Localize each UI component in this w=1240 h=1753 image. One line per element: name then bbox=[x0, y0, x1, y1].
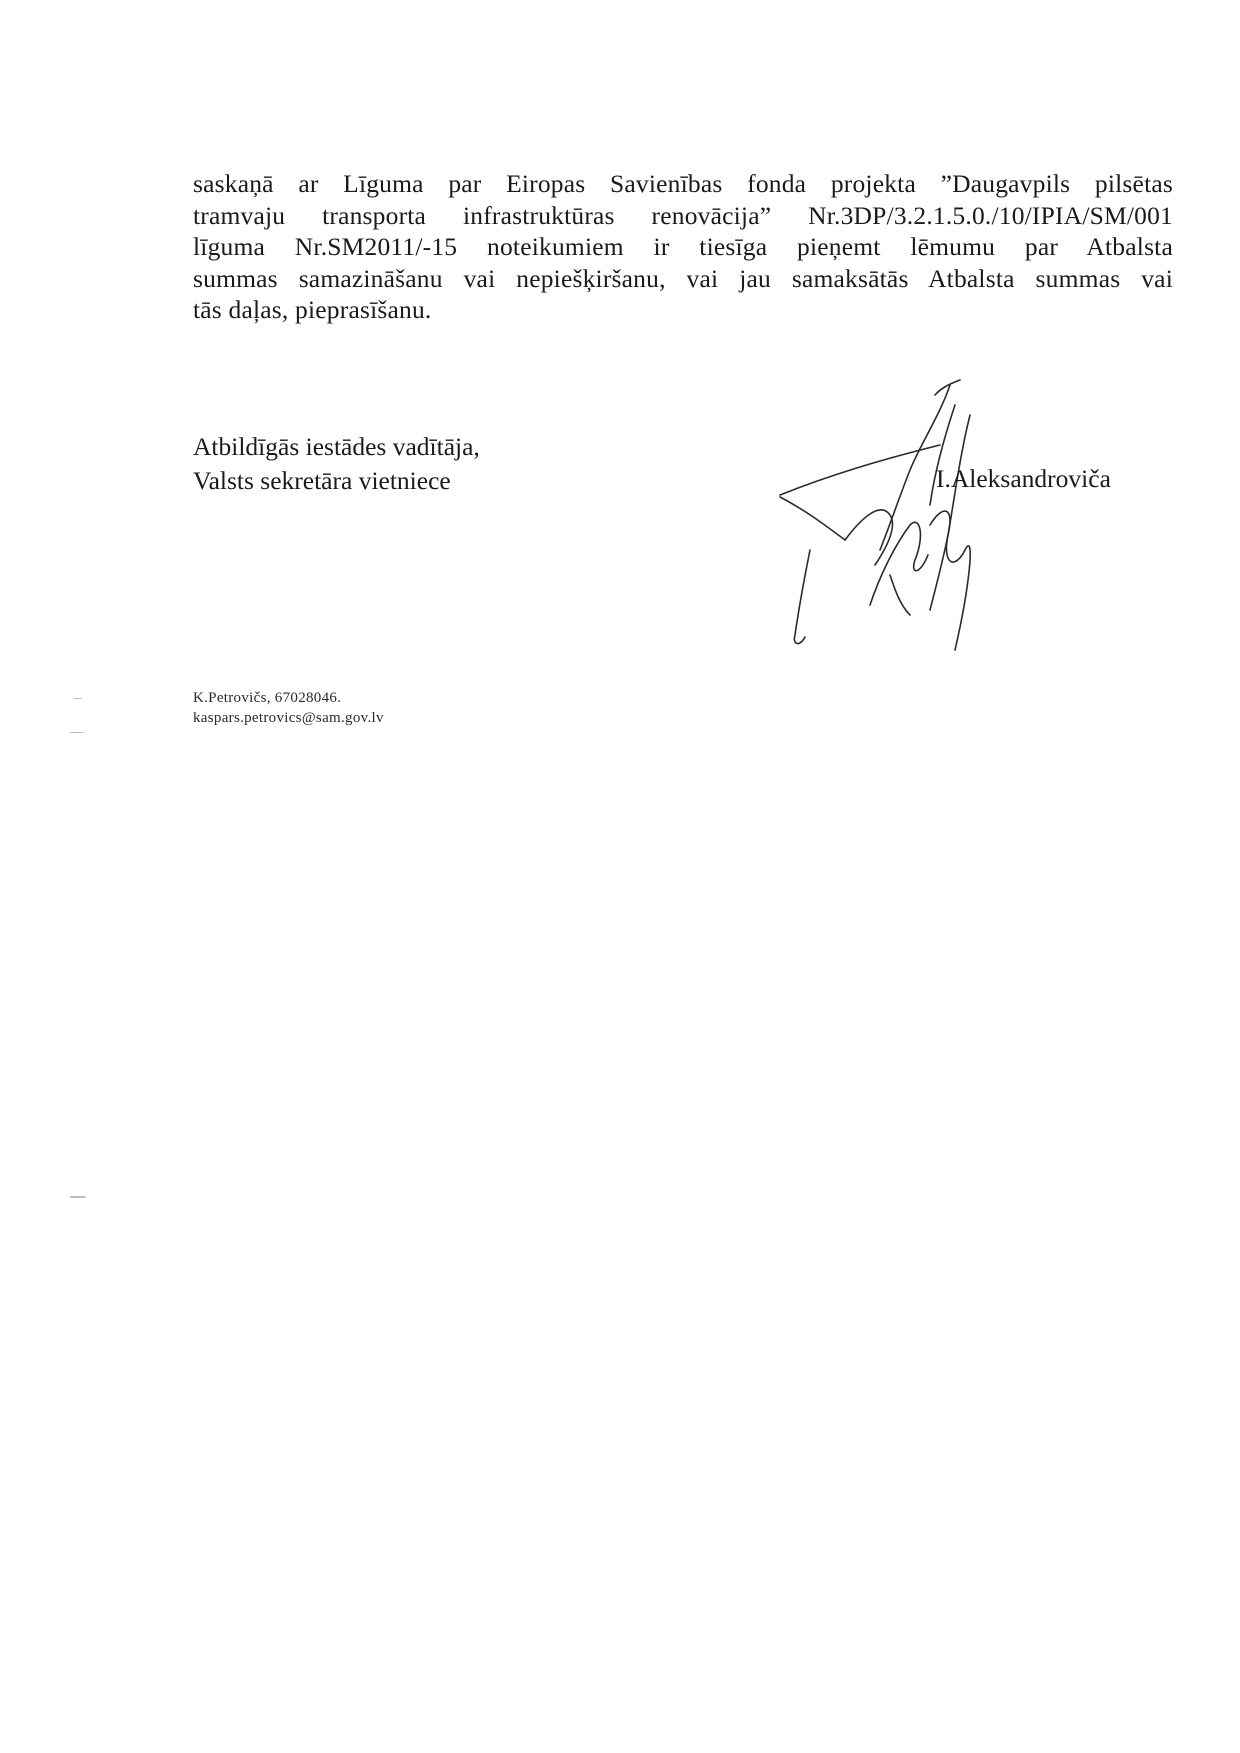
signatory-title-line: Valsts sekretāra vietniece bbox=[193, 466, 451, 495]
body-line: tramvaju transporta infrastruktūras renovācija” Nr.3DP/3.2.1.5.0./10/IPIA/SM/001 bbox=[193, 200, 1173, 230]
body-line: summas samazināšanu vai nepiešķiršanu, vai jau samaksātās Atbalsta summas vai bbox=[193, 263, 1173, 293]
scan-artifact bbox=[74, 698, 82, 699]
signatory-title-line: Atbildīgās iestādes vadītāja, bbox=[193, 432, 480, 461]
body-line: saskaņā ar Līguma par Eiropas Savienības fonda projekta ”Daugavpils pilsētas bbox=[193, 169, 1173, 198]
scan-artifact bbox=[70, 1196, 86, 1198]
body-line: līguma Nr.SM2011/-15 noteikumiem ir tiesīga pieņemt lēmumu par Atbalsta bbox=[193, 232, 1173, 261]
contact-info bbox=[193, 688, 384, 728]
contact-email: kaspars.petrovics@sam.gov.lv bbox=[193, 710, 384, 726]
handwritten-signature bbox=[770, 375, 1010, 655]
signatory-name: I.Aleksandroviča bbox=[936, 464, 1111, 493]
body-paragraph bbox=[193, 168, 1173, 326]
scan-artifact bbox=[70, 732, 84, 733]
contact-name-phone: K.Petrovičs, 67028046. bbox=[193, 690, 342, 706]
body-line: tās daļas, pieprasīšanu. bbox=[193, 295, 432, 324]
signatory-title bbox=[193, 430, 480, 498]
